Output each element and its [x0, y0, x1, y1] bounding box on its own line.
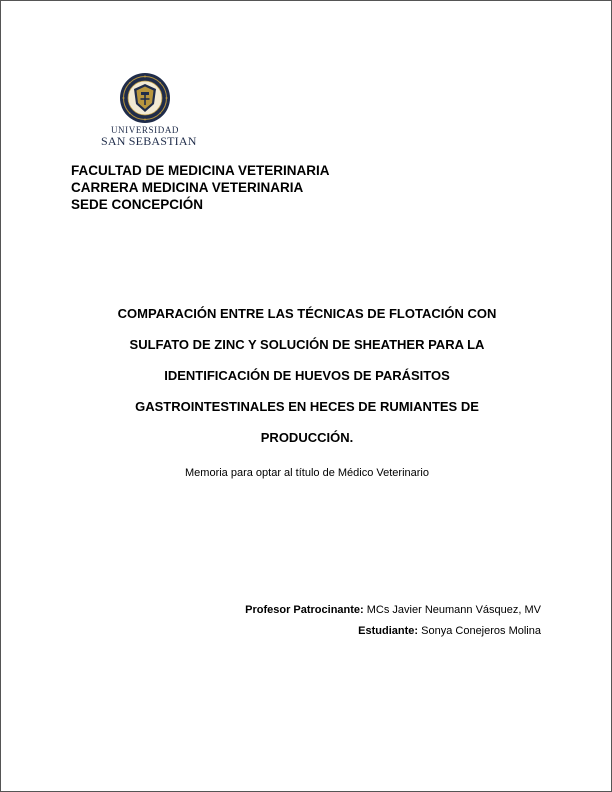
university-logo: [101, 72, 197, 148]
career-name: CARRERA MEDICINA VETERINARIA: [71, 180, 304, 195]
student-credit: [245, 621, 541, 642]
title-line: PRODUCCIÓN.: [260, 430, 354, 445]
title-line: COMPARACIÓN ENTRE LAS TÉCNICAS DE FLOTACIÓN CON: [117, 306, 497, 321]
institution-header: [71, 162, 330, 213]
title-line: GASTROINTESTINALES EN HECES DE RUMIANTES DE: [135, 399, 479, 414]
student-label: Estudiante:: [358, 625, 419, 637]
credits-block: [245, 600, 541, 642]
advisor-name: MCs Javier Neumann Vásquez, MV: [366, 604, 541, 616]
university-seal-icon: [119, 72, 171, 124]
advisor-label: Profesor Patrocinante:: [245, 604, 364, 616]
university-name-line2: SAN SEBASTIAN: [101, 134, 197, 148]
title-line: IDENTIFICACIÓN DE HUEVOS DE PARÁSITOS: [164, 368, 450, 383]
student-name: Sonya Conejeros Molina: [421, 625, 541, 637]
title-line: SULFATO DE ZINC Y SOLUCIÓN DE SHEATHER PARA LA: [129, 337, 485, 352]
advisor-credit: [245, 600, 541, 621]
faculty-name: FACULTAD DE MEDICINA VETERINARIA: [71, 163, 330, 178]
thesis-title: [1, 301, 612, 456]
university-name-line1: UNIVERSIDAD: [110, 125, 180, 135]
campus-name: SEDE CONCEPCIÓN: [71, 197, 204, 212]
thesis-subtitle: Memoria para optar al título de Médico Veterinario: [185, 467, 429, 479]
